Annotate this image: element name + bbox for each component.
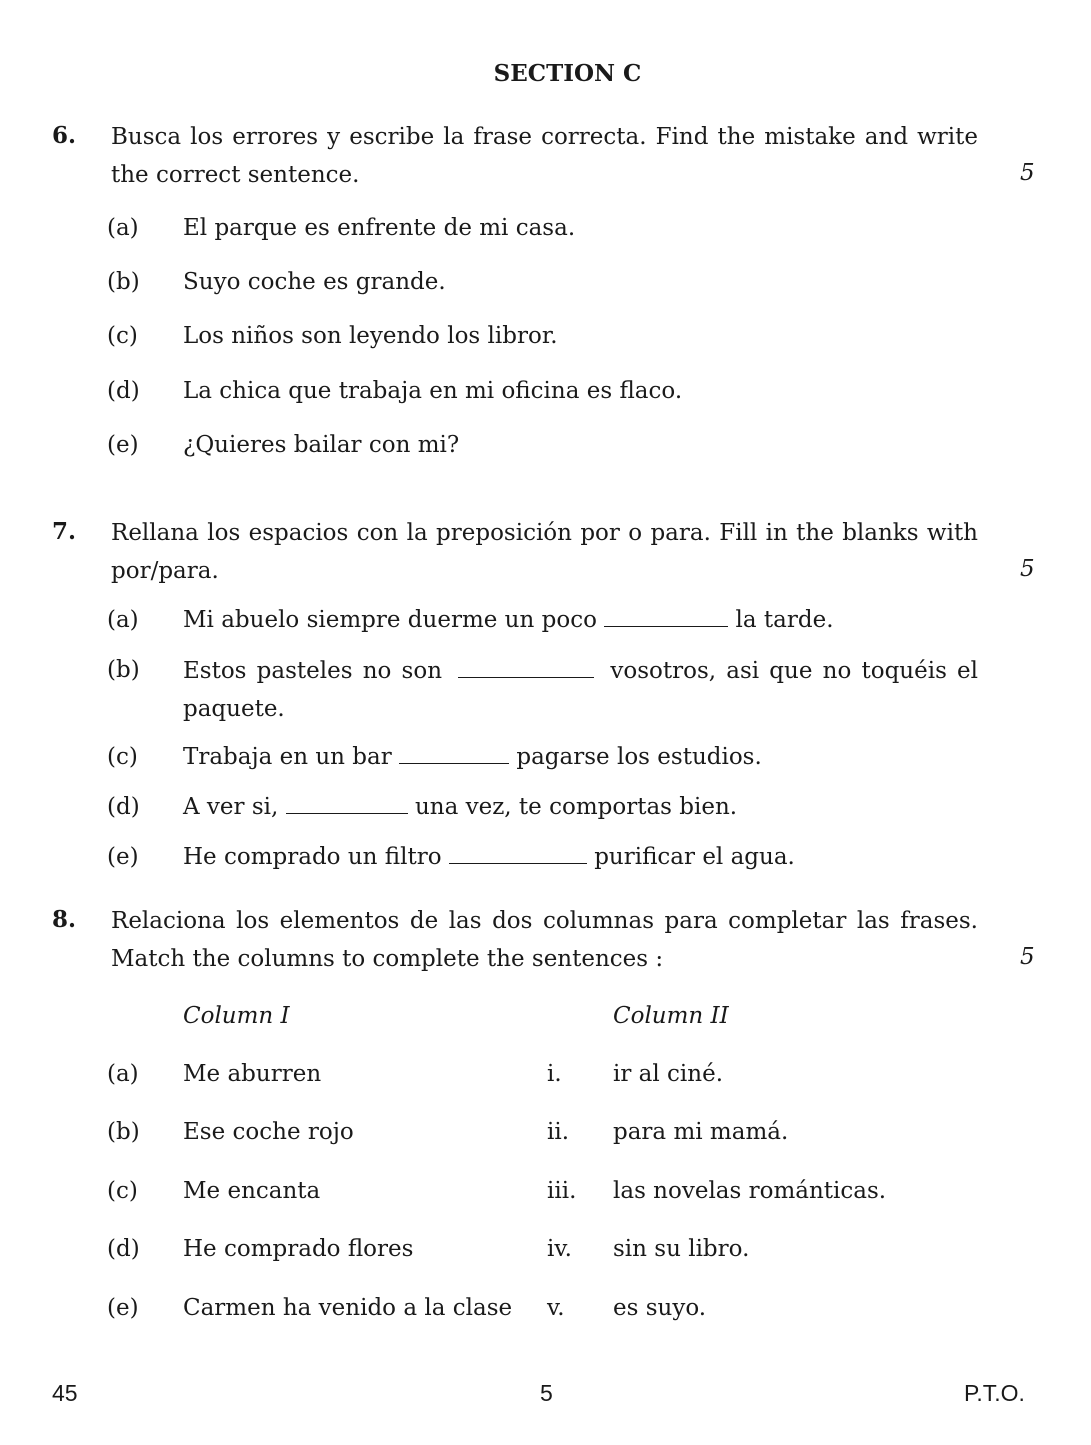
q8-row-b-roman: ii. <box>547 1119 570 1145</box>
q7-item-e-label: (e) <box>107 844 139 870</box>
footer-code: 45 <box>52 1380 78 1406</box>
q8-row-d-roman: iv. <box>547 1236 572 1262</box>
q8-row-e-col2: es suyo. <box>613 1295 707 1321</box>
q7-item-a-label: (a) <box>107 607 139 633</box>
question-7-line2: por/para. <box>111 558 219 584</box>
q6-item-a-text: El parque es enfrente de mi casa. <box>183 215 576 241</box>
q7-item-d <box>183 794 737 820</box>
q7-item-e <box>183 844 795 870</box>
q8-row-c-roman: iii. <box>547 1178 577 1204</box>
question-7-line1: Rellana los espacios con la preposición por o para. Fill in the blanks with <box>111 520 978 546</box>
question-8-marks: 5 <box>1020 944 1035 970</box>
question-7-number: 7. <box>52 518 77 545</box>
q7-item-e-before: He comprado un filtro <box>183 844 442 870</box>
q8-row-b-col1: Ese coche rojo <box>183 1119 354 1145</box>
question-8-number: 8. <box>52 906 77 933</box>
q7-item-c-label: (c) <box>107 744 138 770</box>
question-6-line1: Busca los errores y escribe la frase correcta. Find the mistake and write <box>111 124 978 150</box>
q7-item-b-label: (b) <box>107 657 140 683</box>
q8-row-a-col1: Me aburren <box>183 1061 322 1087</box>
q8-row-d-col2: sin su libro. <box>613 1236 750 1262</box>
q7-item-a-blank[interactable] <box>604 608 728 627</box>
q7-item-d-label: (d) <box>107 794 140 820</box>
q6-item-b-text: Suyo coche es grande. <box>183 269 446 295</box>
q8-row-a-label: (a) <box>107 1061 139 1087</box>
q7-item-b-before: Estos pasteles no son <box>183 658 443 684</box>
q7-item-b <box>183 652 978 728</box>
question-8-line2: Match the columns to complete the sentences : <box>111 946 664 972</box>
q8-row-d-label: (d) <box>107 1236 140 1262</box>
q6-item-d-label: (d) <box>107 378 140 404</box>
q8-row-e-roman: v. <box>547 1295 565 1321</box>
q7-item-c-before: Trabaja en un bar <box>183 744 392 770</box>
q7-item-c-blank[interactable] <box>399 745 509 764</box>
section-title: SECTION C <box>493 60 642 87</box>
q7-item-d-blank[interactable] <box>286 795 408 814</box>
q6-item-d-text: La chica que trabaja en mi oficina es flaco. <box>183 378 683 404</box>
q7-item-c <box>183 744 762 770</box>
q7-item-c-after: pagarse los estudios. <box>516 744 762 770</box>
q6-item-e-label: (e) <box>107 432 139 458</box>
question-6-number: 6. <box>52 122 77 149</box>
q6-item-a-label: (a) <box>107 215 139 241</box>
q7-item-a-after: la tarde. <box>735 607 834 633</box>
q8-row-c-label: (c) <box>107 1178 138 1204</box>
q8-row-c-col2: las novelas románticas. <box>613 1178 887 1204</box>
q7-item-d-before: A ver si, <box>183 794 279 820</box>
q8-row-e-col1: Carmen ha venido a la clase <box>183 1295 513 1321</box>
question-6-marks: 5 <box>1020 160 1035 186</box>
q8-row-d-col1: He comprado flores <box>183 1236 414 1262</box>
q7-item-d-after: una vez, te comportas bien. <box>414 794 738 820</box>
q7-item-a <box>183 607 834 633</box>
q8-row-b-col2: para mi mamá. <box>613 1119 789 1145</box>
footer-page-number: 5 <box>540 1380 553 1406</box>
footer-pto: P.T.O. <box>964 1380 1025 1406</box>
q7-item-b-after: vosotros, asi que no toquéis el paquete. <box>183 658 979 722</box>
column-1-header: Column I <box>183 1003 290 1029</box>
q6-item-c-label: (c) <box>107 323 138 349</box>
question-8-line1: Relaciona los elementos de las dos columnas para completar las frases. <box>111 908 978 934</box>
q8-row-b-label: (b) <box>107 1119 140 1145</box>
question-7-marks: 5 <box>1020 556 1035 582</box>
column-2-header: Column II <box>613 1003 729 1029</box>
q8-row-a-roman: i. <box>547 1061 562 1087</box>
q8-row-a-col2: ir al ciné. <box>613 1061 724 1087</box>
q6-item-e-text: ¿Quieres bailar con mi? <box>183 432 460 458</box>
q8-row-e-label: (e) <box>107 1295 139 1321</box>
q7-item-e-blank[interactable] <box>449 845 587 864</box>
q7-item-e-after: purificar el agua. <box>594 844 795 870</box>
q7-item-b-blank[interactable] <box>458 659 594 678</box>
q7-item-a-before: Mi abuelo siempre duerme un poco <box>183 607 597 633</box>
q6-item-c-text: Los niños son leyendo los libror. <box>183 323 558 349</box>
q8-row-c-col1: Me encanta <box>183 1178 321 1204</box>
q6-item-b-label: (b) <box>107 269 140 295</box>
question-6-line2: the correct sentence. <box>111 162 360 188</box>
